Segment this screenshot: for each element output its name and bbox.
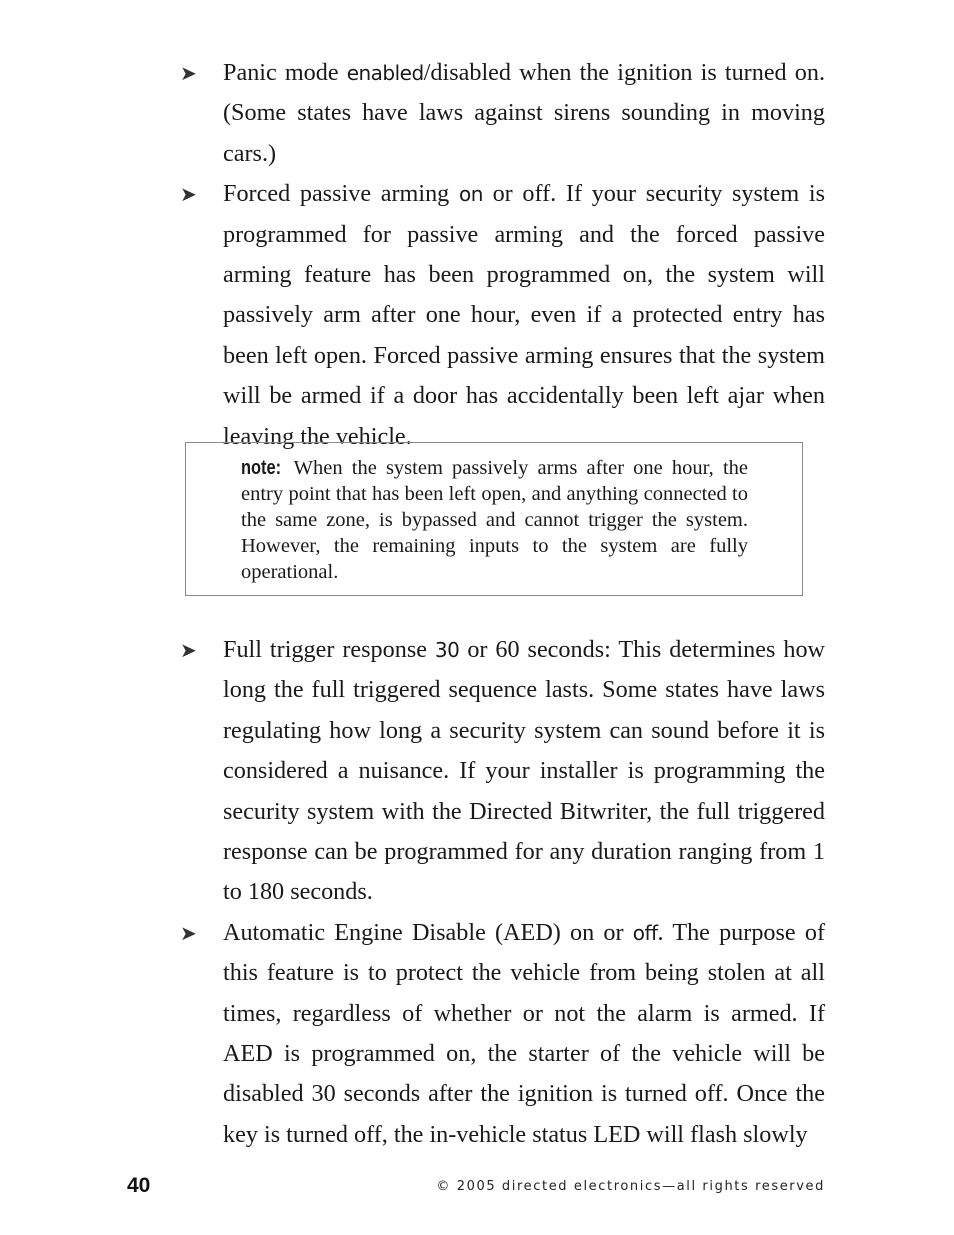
bullet-text-post: or off. If your security system is programmed for passive arming and the forced passive arming feature has been programmed on, the system will passively arm after one hour, even if a protected entry has been left open. Forced passive arming ensures that the system will be armed if a door has accidentally been left ajar when leaving the vehicle.: [223, 180, 825, 450]
note-box: [185, 442, 803, 596]
arrow-bullet-icon: ➤: [180, 920, 197, 945]
arrow-bullet-icon: ➤: [180, 61, 197, 85]
bullet-automatic-engine-disable: [0, 913, 825, 1155]
bullet-text: [223, 174, 825, 457]
arrow-bullet-icon: ➤: [180, 182, 197, 207]
default-setting-highlight: enabled: [346, 61, 424, 85]
bullet-text-post: or 60 seconds: This determines how long the full triggered sequence lasts. Some states have laws regulating how long a security system can sound before it is considered a nuisance. If your installer is programming the security system with the Directed Bitwriter, the full triggered response can be programmed for any duration ranging from 1 to 180 seconds.: [223, 636, 825, 906]
bullet-text: [223, 53, 825, 174]
copyright-notice: © 2005 directed electronics—all rights reserved: [436, 1179, 825, 1194]
bullet-text-pre: Panic mode: [223, 59, 347, 86]
bullet-text: [223, 630, 825, 913]
note-label: note:: [241, 457, 282, 479]
bullet-text-pre: Full trigger response: [223, 636, 435, 663]
bullet-text: [223, 913, 825, 1155]
bullet-panic-mode: [0, 53, 825, 174]
bullet-text-post: /disabled when the ignition is turned on. (Some states have laws against sirens sounding in moving cars.): [223, 59, 825, 167]
arrow-bullet-icon: ➤: [180, 638, 197, 662]
bullet-full-trigger-response: [0, 630, 825, 913]
bullet-text-pre: Forced passive arming: [223, 180, 459, 208]
default-setting-highlight: off: [632, 920, 658, 945]
bullet-text-post: . The purpose of this feature is to protect the vehicle from being stolen at all times, regardless of whether or not the alarm is armed. If AED is programmed on, the starter of the vehicle will be disabled 30 seconds after the ignition is turned off. Once the key is turned off, the in-vehicle status LED will flash slowly: [223, 918, 825, 1148]
note-text: [241, 455, 748, 585]
bullet-text-pre: Automatic Engine Disable (AED) on or: [223, 918, 633, 946]
note-body: When the system passively arms after one hour, the entry point that has been left open, and anything connected to the same zone, is bypassed and cannot trigger the system. However, the remaining inputs to the system are fully operational.: [241, 457, 748, 583]
bullet-forced-passive-arming: [0, 174, 825, 457]
default-setting-highlight: 30: [434, 638, 460, 662]
default-setting-highlight: on: [458, 182, 483, 207]
bullet-list-top: [0, 53, 954, 457]
page-number: 40: [127, 1174, 151, 1197]
bullet-list-bottom: [0, 630, 954, 1155]
